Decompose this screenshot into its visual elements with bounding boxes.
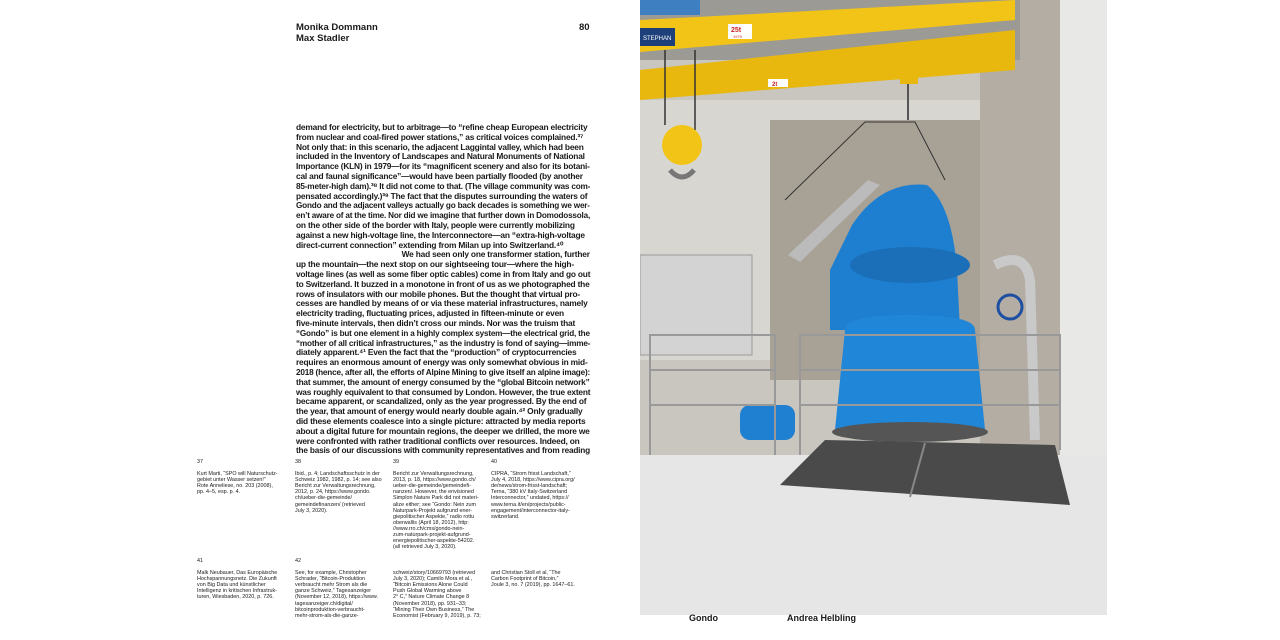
hoist [900, 70, 918, 84]
footnote-line: switzerland. [491, 513, 520, 520]
footnote-line: www.terna.it/en/projects/public- [491, 501, 566, 508]
footnote-line: oberwallis (April 18, 2012), http: [393, 519, 469, 526]
turbine-flange [850, 247, 970, 283]
footnote-line: and Christian Stoll et al, “The [491, 570, 561, 577]
concrete-pillar [980, 0, 1060, 500]
footnote [491, 459, 583, 520]
body-line: rows of insulators with our mobile phones. But the thought that virtual pro- [296, 288, 580, 299]
body-line: Gondo and the adjacent valleys actually go back decades is something we wer- [296, 200, 590, 211]
footnote-line: zum-naturpark-projekt-aufgrund- [393, 532, 471, 539]
footnote-number: 38 [295, 459, 301, 465]
body-line: five-minute intervals, then didn’t cross our minds. Nor was the truism that [296, 317, 576, 328]
blue-pipe [740, 405, 795, 440]
footnote-line: Simplon Nature Park did not materi- [393, 495, 479, 502]
body-line: against a new high-voltage line, the Interconnectore—an “extra-high-voltage [296, 229, 585, 240]
footnote-line: //www.rro.ch/cms/gondo-nein- [393, 525, 465, 532]
body-line: diately apparent.⁴¹ Even the fact that the “production” of cryptocurrencies [296, 347, 577, 358]
footnote-line: ch/ueber-die-gemeinde/ [295, 495, 352, 502]
crane-brand: STEPHAN [643, 36, 672, 42]
body-line: the basis of our discussions with community representatives and from reading [296, 445, 590, 456]
load-label-2t: 2t [772, 82, 778, 88]
footnote-number: 40 [491, 459, 497, 465]
footnote-line: July 3, 2020); Camilo Mora et al., [393, 576, 473, 583]
footnote-line: Kurt Marti, “SPO will Naturschutz- [197, 471, 278, 478]
footnote-line: pp. 4–5, esp. p. 4. [197, 489, 241, 496]
crane-hook-block [662, 125, 702, 165]
footnote-line: giepolitischer Aspekte,” radio rottu [393, 513, 475, 520]
caption-photographer: Andrea Helbling [787, 613, 857, 623]
footnote-line: Bericht zur Verwaltungsrechnung, [295, 483, 376, 490]
body-line: the year, that amount of energy would nearly double again.⁴² Only gradually [296, 406, 583, 417]
footnote-line: Push Global Warming above [393, 588, 462, 595]
footnote-line: July 3, 2020). [295, 507, 328, 514]
body-line: were confronted with rather traditional conflicts over resources. Indeed, on [296, 435, 580, 446]
author-2: Max Stadler [296, 33, 350, 44]
body-line: on the other side of the border with Italy, people were currently mobilizing [296, 219, 575, 230]
footnote-line: See, for example, Christopher [295, 570, 367, 577]
footnote [491, 558, 583, 588]
footnote-line: (all retrieved July 3, 2020). [393, 544, 457, 551]
footnote-line: Intelligenz in kritischen Infrastruk- [197, 588, 277, 595]
body-line: up the mountain—the next stop on our sightseeing tour—where the high- [296, 259, 574, 270]
footnote-line: Terna, “380 kV Italy-Switzerland [491, 489, 568, 496]
caption-place: Gondo [689, 613, 718, 623]
footnote-line: July 4, 2018, https://www.cipra.org/ [491, 477, 575, 484]
turbine-bolts-ring [832, 422, 988, 442]
crane-trolley [640, 0, 700, 15]
body-line: “mother of all critical infrastructures,” as the industry is fond of saying—imme- [296, 337, 591, 348]
body-line: Not only that: in this scenario, the adjacent Laggintal valley, which had been [296, 141, 584, 152]
footnote-line: Hochspannungsnetz. Die Zukunft [197, 576, 277, 583]
footnote-line: Joule 3, no. 7 (2019), pp. 1647–61. [491, 582, 575, 589]
body-line: did these elements coalesce into a single picture: attracted by media reports [296, 415, 586, 426]
footnote-line: “Mining Their Own Business,” The [393, 606, 475, 613]
body-line: cesses are handled by means of or via these material infrastructures, namely [296, 298, 588, 309]
footnote-line: “Bitcoin Emissions Alone Could [393, 582, 468, 589]
body-line: was roughly equivalent to that consumed by London. However, the true extent [296, 386, 591, 397]
footnote-number [491, 558, 583, 564]
footnote [197, 459, 289, 495]
footnote-line: alize either; see “Gondo: Nein zum [393, 501, 476, 508]
footnote-line: Rote Anneliese, no. 203 (2008), [197, 483, 273, 490]
body-line: demand for electricity, but to arbitrage—to “refine cheap European electricity [296, 122, 588, 132]
body-line: voltage lines (as well as some fiber optic cables) come in from Italy and go out [296, 268, 591, 279]
body-line: included in the Inventory of Landscapes and Natural Monuments of National [296, 151, 585, 162]
control-cabinets [640, 255, 752, 355]
body-line: electricity trading, fluctuating prices, adjusted in fifteen-minute or even [296, 308, 564, 319]
footnote-line: turen, Wiesbaden, 2020, p. 726. [197, 594, 274, 601]
body-line: Importance (KLN) in 1979—for its “magnificent scenery and also for its botani- [296, 161, 590, 172]
footnote-line: mehr-strom-als-die-ganze- [295, 612, 359, 619]
footnote-line: Schrader, “Bitcoin-Produktion [295, 576, 366, 583]
footnote-line: Naturpark-Projekt aufgrund ener- [393, 507, 473, 514]
footnote-line: verbraucht mehr Strom als die [295, 582, 368, 589]
footnote-line: nanzen/. However, the envisioned [393, 489, 474, 496]
footnote-line: Interconnector,” undated, https:// [491, 495, 569, 502]
body-line: direct-current connection” extending from Milan up into Switzerland.⁴⁰ [296, 239, 564, 250]
footnote-line: Schweiz 1982, 1982, p. 14; see also [295, 477, 382, 484]
footnote-line: ganze Schweiz,” Tagesanzeiger [295, 588, 372, 595]
footnote-line: Carbon Footprint of Bitcoin,” [491, 576, 559, 583]
author-1: Monika Dommann [296, 22, 378, 33]
turbine-lower [835, 315, 985, 430]
author-names [296, 22, 378, 44]
year-label: 1979 [733, 34, 742, 39]
page-number: 80 [579, 22, 590, 33]
footnote-number: 37 [197, 459, 203, 465]
footnote-line: (November 2018), pp. 931–33; [393, 600, 467, 607]
body-line: requires an enormous amount of energy was only somewhat obvious in mid- [296, 357, 588, 368]
footnote-line: 2012, p. 24, https://www.gondo. [295, 489, 371, 496]
footnote-number: 39 [393, 459, 399, 465]
load-sign-2t [768, 79, 788, 87]
body-line: that summer, the amount of energy consumed by the “global Bitcoin network” [296, 376, 590, 387]
footnote-line: Economist (February 9, 2019), p. 73; [393, 612, 481, 619]
body-line: cal and faunal significance”—would have been partially flooded (by another [296, 170, 583, 181]
footnote-line: schweiz/story/10669793 (retrieved [393, 570, 476, 577]
footnote-line: Ibid., p. 4; Landschaftsschutz in der [295, 471, 380, 478]
footnote-line: energiepolitischer-aspekte-54202. [393, 538, 475, 545]
footnote-line: gebiet unter Wasser setzen!” [197, 477, 266, 484]
footnote [295, 558, 387, 619]
footnote-line: von Big Data und künstlicher [197, 582, 266, 589]
footnote-number: 41 [197, 558, 203, 564]
footnote-number: 42 [295, 558, 301, 564]
footnote-line: engagement/interconnector-italy- [491, 507, 570, 514]
footnote-line: tagesanzeiger.ch/digital/ [295, 600, 353, 607]
body-line: became apparent, or scandalized, only as the year progressed. By the end of [296, 396, 587, 407]
footnote-line: Bericht zur Verwaltungsrechnung, [393, 471, 474, 478]
footnote [393, 459, 485, 550]
body-text [296, 123, 590, 457]
footnote [197, 558, 289, 601]
footnote-line: ueber-die-gemeinde/gemeindefi- [393, 483, 471, 490]
body-line: to Switzerland. It buzzed in a monotone in front of us as we photographed the [296, 278, 590, 289]
footnote-line: CIPRA, “Strom frisst Landschaft,” [491, 471, 571, 478]
footnote [393, 558, 485, 619]
footnote-line: de/news/strom-frisst-landschaft; [491, 483, 568, 490]
turbine-hall-photo [640, 0, 1107, 615]
footnote-line: bitcoinproduktion-verbraucht- [295, 606, 365, 613]
body-line: en’t aware of at the time. Nor did we imagine that further down in Domodossola, [296, 210, 591, 221]
body-line: 2018 (hence, after all, the efforts of Alpine Mining to give itself an alpine image): [296, 366, 591, 377]
footnote [295, 459, 387, 514]
body-line: 85-meter-high dam).³⁸ It did not come to that. (The village community was com- [296, 180, 591, 191]
footnote-line: gemeindefinanzen/ (retrieved [295, 501, 365, 508]
footnote-line: (November 12, 2018), https://www. [295, 594, 378, 601]
footnote-line: 2° C,” Nature Climate Change 8 [393, 594, 470, 601]
body-line: about a digital future for mountain regions, the deeper we drilled, the more we [296, 425, 590, 436]
footnote-line: Malk Neubauer, Das Europäische [197, 570, 278, 577]
body-line: pensated accordingly.)³⁹ The fact that the disputes surrounding the waters of [296, 190, 588, 201]
body-line: We had seen only one transformer station, further [401, 249, 590, 260]
footnote-number [393, 558, 485, 564]
body-line: “Gondo” is but one element in a highly complex system—the electrical grid, the [296, 327, 590, 338]
footnote-line: 2013, p. 18, https://www.gondo.ch/ [393, 477, 476, 484]
body-line: from nuclear and coal-fired power stations,” as critical voices complained.³⁷ [296, 131, 584, 142]
load-label: 25t [731, 27, 742, 34]
